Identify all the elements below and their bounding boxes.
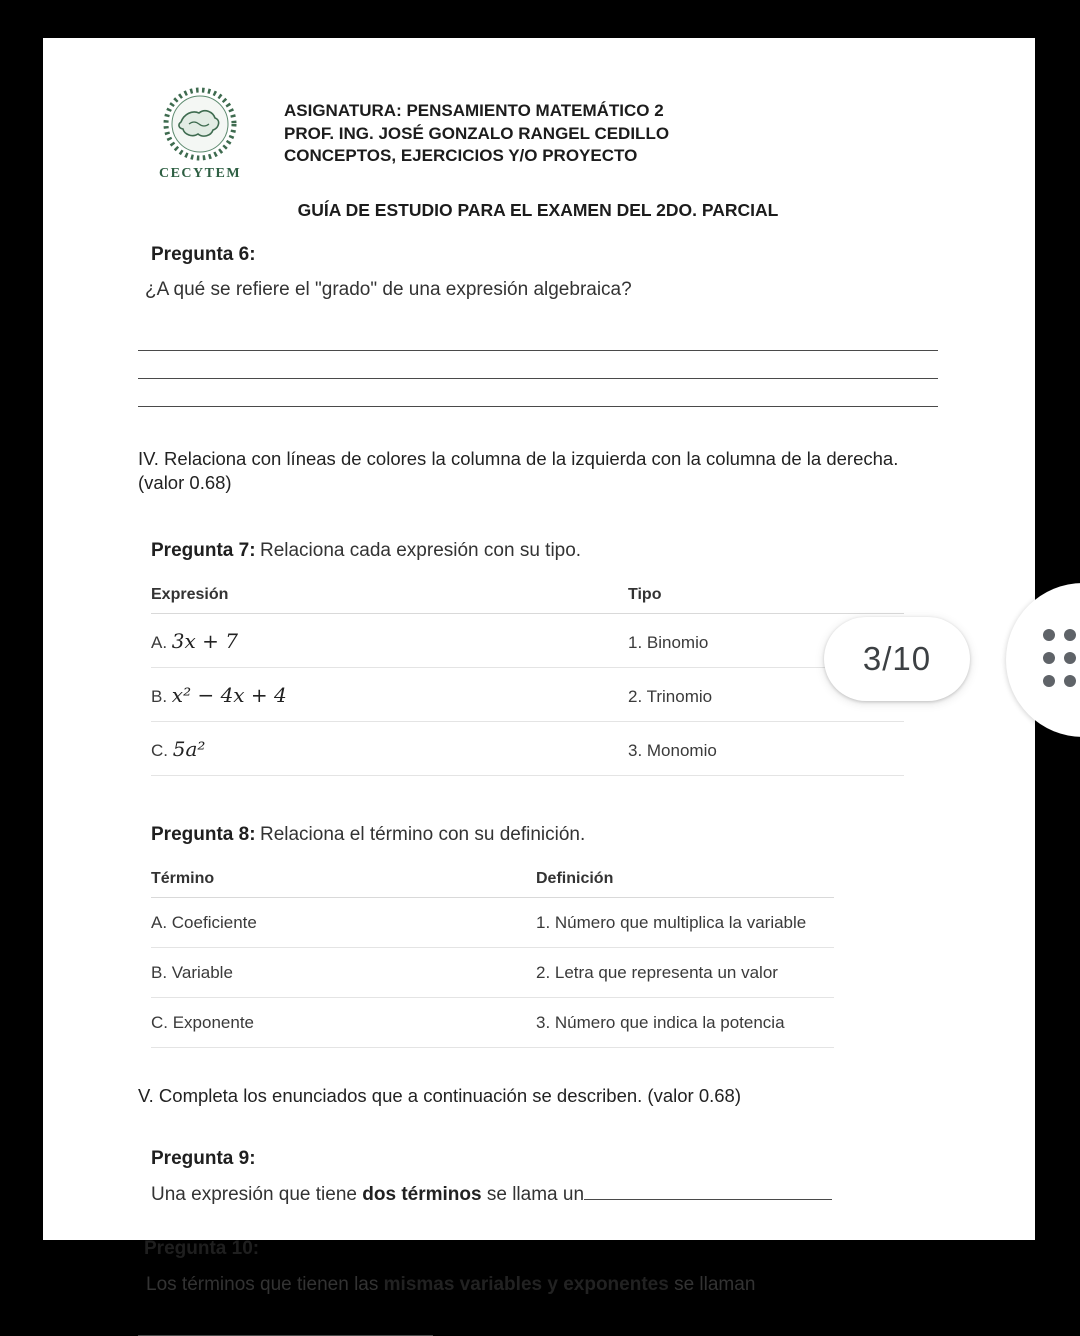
table-row <box>151 898 834 948</box>
expression-cell: C. 5a² <box>151 737 206 761</box>
question-7-text: Relaciona cada expresión con su tipo. <box>259 540 582 561</box>
type-cell: 1. Binomio <box>628 633 709 652</box>
answer-line <box>138 379 938 407</box>
column-header-tipo: Tipo <box>628 586 662 603</box>
definition-cell: 2. Letra que representa un valor <box>536 963 778 982</box>
table-row <box>151 722 904 776</box>
question-10 <box>138 1238 938 1336</box>
six-dots-icon <box>1043 629 1076 687</box>
header-text-block <box>284 86 669 182</box>
header-subject: ASIGNATURA: PENSAMIENTO MATEMÁTICO 2 <box>284 101 664 120</box>
expression-type-table <box>151 586 904 776</box>
question-7-label: Pregunta 7: <box>151 540 256 561</box>
fill-in-blank <box>584 1199 832 1200</box>
type-cell: 2. Trinomio <box>628 687 713 706</box>
section-iv-heading: IV. Relaciona con líneas de colores la columna de la izquierda con la columna de la derecha. (valor 0.68) <box>138 448 899 493</box>
definition-cell: 1. Número que multiplica la variable <box>536 913 807 932</box>
cecytem-seal-icon <box>159 86 241 164</box>
table-header-row <box>151 586 904 614</box>
header-type: CONCEPTOS, EJERCICIOS Y/O PROYECTO <box>284 146 638 165</box>
question-6 <box>138 244 938 407</box>
question-9-label: Pregunta 9: <box>151 1148 256 1169</box>
table-row <box>151 668 904 722</box>
answer-line <box>138 323 938 351</box>
question-10-label: Pregunta 10: <box>144 1238 260 1259</box>
question-10-bold: mismas variables y exponentes <box>383 1274 669 1295</box>
question-8 <box>138 824 938 1048</box>
term-cell: C. Exponente <box>151 1013 255 1032</box>
table-header-row <box>151 870 834 898</box>
table-row <box>151 948 834 998</box>
column-header-expresion: Expresión <box>151 586 229 603</box>
column-header-termino: Término <box>151 870 215 887</box>
expression-cell: B. x² − 4x + 4 <box>151 683 287 707</box>
page-indicator-text: 3/10 <box>862 640 932 677</box>
type-cell: 3. Monomio <box>628 741 717 760</box>
document-title: GUÍA DE ESTUDIO PARA EL EXAMEN DEL 2DO. PARCIAL <box>297 200 779 220</box>
question-9-text: Una expresión que tiene dos términos se llama un <box>151 1184 938 1206</box>
math-expression: 3x + 7 <box>171 629 238 653</box>
question-9-bold: dos términos <box>362 1184 482 1205</box>
table-row <box>151 998 834 1048</box>
fill-in-blank <box>138 1310 433 1336</box>
table-row <box>151 614 904 668</box>
page-indicator-badge <box>824 617 970 701</box>
question-10-text: Los términos que tienen las mismas variables y exponentes se llaman <box>146 1274 756 1295</box>
expression-cell: A. 3x + 7 <box>151 629 238 653</box>
term-definition-table <box>151 870 834 1048</box>
question-6-text: ¿A qué se refiere el "grado" de una expresión algebraica? <box>145 279 632 300</box>
question-6-label: Pregunta 6: <box>151 244 256 265</box>
header-professor: PROF. ING. JOSÉ GONZALO RANGEL CEDILLO <box>284 123 670 143</box>
answer-line <box>138 351 938 379</box>
question-7 <box>138 540 938 776</box>
question-9 <box>138 1148 938 1206</box>
school-logo <box>158 86 242 182</box>
column-header-definicion: Definición <box>536 870 614 887</box>
question-8-text: Relaciona el término con su definición. <box>259 824 586 845</box>
term-cell: A. Coeficiente <box>151 913 257 932</box>
section-v-heading: V. Completa los enunciados que a continuación se describen. (valor 0.68) <box>138 1085 741 1106</box>
math-expression: x² − 4x + 4 <box>171 683 287 707</box>
question-8-label: Pregunta 8: <box>151 824 256 845</box>
logo-label: CECYTEM <box>158 166 242 181</box>
term-cell: B. Variable <box>151 963 233 982</box>
definition-cell: 3. Número que indica la potencia <box>536 1013 785 1032</box>
document-header <box>158 86 938 182</box>
math-expression: 5a² <box>172 737 206 761</box>
